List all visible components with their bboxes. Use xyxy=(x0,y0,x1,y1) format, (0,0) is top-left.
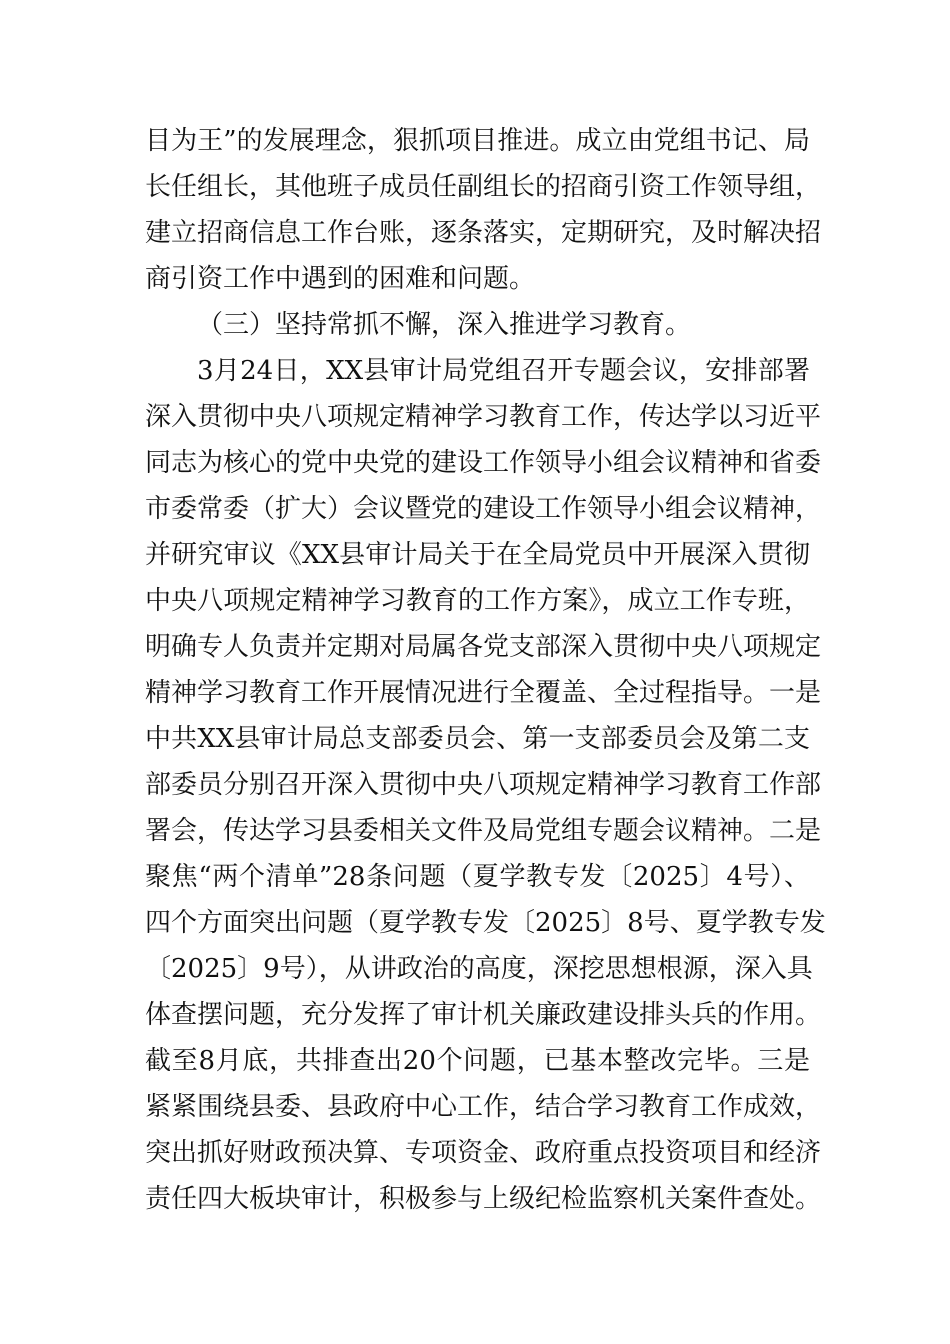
text-line: 同志为核心的党中央党的建设工作领导小组会议精神和省委 xyxy=(145,448,822,478)
text-line: 责任四大板块审计，积极参与上级纪检监察机关案件查处。 xyxy=(145,1184,822,1214)
text-line: 明确专人负责并定期对局属各党支部深入贯彻中央八项规定 xyxy=(145,632,822,662)
text-line: 精神学习教育工作开展情况进行全覆盖、全过程指导。一是 xyxy=(145,678,822,708)
paragraph-project-promotion xyxy=(145,118,822,302)
section-heading: （三）坚持常抓不懈，深入推进学习教育。 xyxy=(197,310,692,340)
text-line: 目为王”的发展理念，狠抓项目推进。成立由党组书记、局 xyxy=(145,126,810,156)
text-line: 四个方面突出问题（夏学教专发〔2025〕8号、夏学教专发 xyxy=(145,908,826,938)
text-line: 〔2025〕9号），从讲政治的高度，深挖思想根源，深入具 xyxy=(145,954,813,984)
text-line: 中央八项规定精神学习教育的工作方案》，成立工作专班， xyxy=(145,586,810,616)
text-line: 深入贯彻中央八项规定精神学习教育工作，传达学以习近平 xyxy=(145,402,822,432)
text-line: 聚焦“两个清单”28条问题（夏学教专发〔2025〕4号）、 xyxy=(145,862,810,892)
text-line: 并研究审议《XX县审计局关于在全局党员中开展深入贯彻 xyxy=(145,540,810,570)
text-line: 3月24日，XX县审计局党组召开专题会议，安排部署 xyxy=(197,356,810,386)
text-line: 突出抓好财政预决算、专项资金、政府重点投资项目和经济 xyxy=(145,1138,822,1168)
text-line: 商引资工作中遇到的困难和问题。 xyxy=(145,264,536,294)
text-line: 体查摆问题，充分发挥了审计机关廉政建设排头兵的作用。 xyxy=(145,1000,822,1030)
text-line: 部委员分别召开深入贯彻中央八项规定精神学习教育工作部 xyxy=(145,770,822,800)
text-line: 长任组长，其他班子成员任副组长的招商引资工作领导组， xyxy=(145,172,822,202)
text-line: 紧紧围绕县委、县政府中心工作，结合学习教育工作成效， xyxy=(145,1092,822,1122)
text-line: 市委常委（扩大）会议暨党的建设工作领导小组会议精神， xyxy=(145,494,822,524)
paragraph-learning-education xyxy=(145,348,826,1222)
text-line: 中共XX县审计局总支部委员会、第一支部委员会及第二支 xyxy=(145,724,810,754)
text-line: 建立招商信息工作台账，逐条落实，定期研究，及时解决招 xyxy=(145,218,822,248)
text-line: 截至8月底，共排查出20个问题，已基本整改完毕。三是 xyxy=(145,1046,810,1076)
text-line: 署会，传达学习县委相关文件及局党组专题会议精神。二是 xyxy=(145,816,822,846)
document-body xyxy=(145,118,826,1222)
